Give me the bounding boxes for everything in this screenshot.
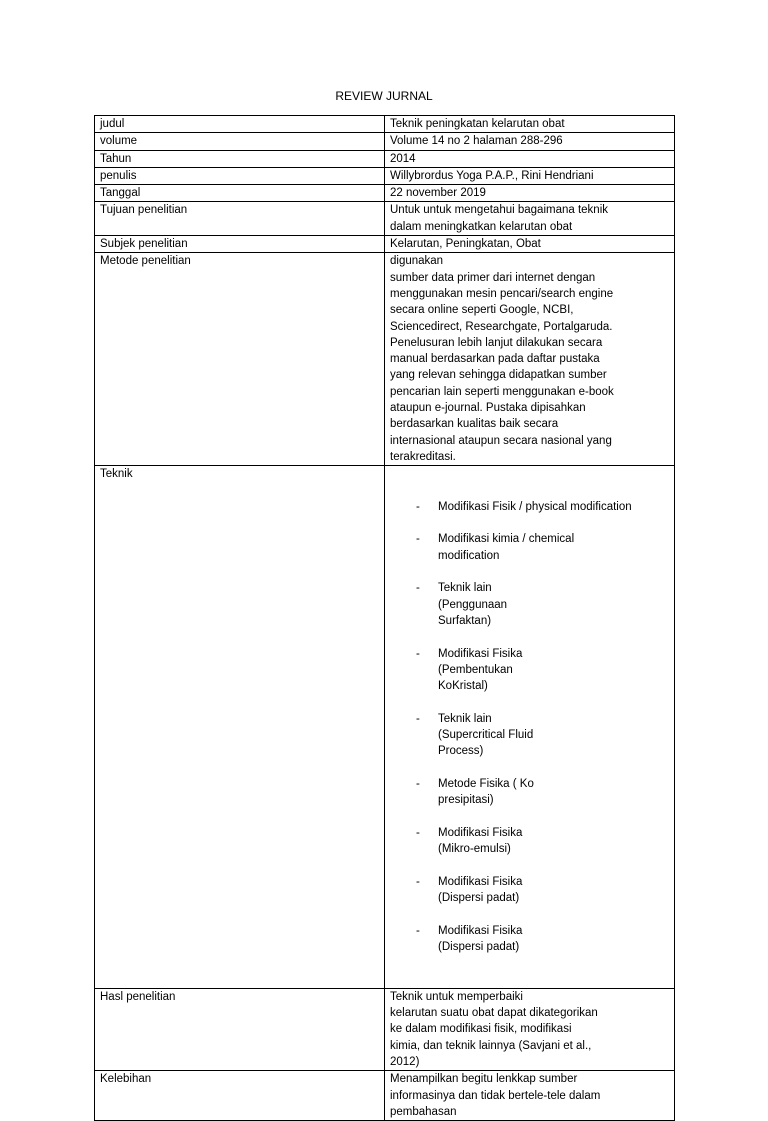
list-item xyxy=(390,646,670,695)
table-row-hasil xyxy=(95,988,675,1070)
review-table xyxy=(94,115,675,1121)
list-dash: - xyxy=(416,533,420,546)
list-item-text: Modifikasi Fisika (Dispersi padat) xyxy=(438,875,523,904)
table-row-tanggal xyxy=(95,185,675,202)
row-value-penulis: Willybrordus Yoga P.A.P., Rini Hendriani xyxy=(385,167,675,184)
table-row-tujuan xyxy=(95,202,675,236)
list-item xyxy=(390,923,670,956)
table-row-tahun xyxy=(95,150,675,167)
table-row-kelebihan xyxy=(95,1071,675,1121)
row-label-teknik: Teknik xyxy=(95,466,385,989)
list-dash: - xyxy=(416,924,420,937)
list-item-text: Modifikasi Fisika (Dispersi padat) xyxy=(438,924,523,953)
list-item-text: Teknik lain (Penggunaan Surfaktan) xyxy=(438,582,508,627)
table-row-penulis xyxy=(95,167,675,184)
row-value-hasil: Teknik untuk memperbaiki kelarutan suatu obat dapat dikategorikan ke dalam modifikasi fisik, modifikasi kimia, dan teknik lainnya (Savjani et al., 2012) xyxy=(385,988,675,1070)
row-value-judul: Teknik peningkatan kelarutan obat xyxy=(385,116,675,133)
list-item-text: Modifikasi kimia / chemical modification xyxy=(438,533,575,562)
row-value-tujuan: Untuk untuk mengetahui bagaimana teknik dalam meningkatkan kelarutan obat xyxy=(385,202,675,236)
list-item-text: Modifikasi Fisika (Pembentukan KoKristal) xyxy=(438,647,523,693)
list-item-text: Modifikasi Fisika (Mikro-emulsi) xyxy=(438,826,523,856)
row-label-metode: Metode penelitian xyxy=(95,253,385,466)
row-label-tanggal: Tanggal xyxy=(95,185,385,202)
list-item xyxy=(390,776,670,809)
list-dash: - xyxy=(416,826,420,839)
list-item xyxy=(390,580,670,629)
table-row-metode xyxy=(95,253,675,466)
table-row-volume xyxy=(95,133,675,150)
list-item-text: Teknik lain (Supercritical Fluid Process) xyxy=(438,712,534,758)
list-dash: - xyxy=(416,875,420,888)
row-label-penulis: penulis xyxy=(95,167,385,184)
row-value-volume: Volume 14 no 2 halaman 288-296 xyxy=(385,133,675,150)
list-item-text: Metode Fisika ( Ko presipitasi) xyxy=(438,777,534,807)
row-label-volume: volume xyxy=(95,133,385,150)
list-item-text: Modifikasi Fisik / physical modification xyxy=(438,500,632,513)
table-row-teknik xyxy=(95,466,675,989)
list-dash: - xyxy=(416,647,420,660)
list-item xyxy=(390,711,670,760)
row-label-judul: judul xyxy=(95,116,385,133)
row-value-subjek: Kelarutan, Peningkatan, Obat xyxy=(385,236,675,253)
technique-list xyxy=(390,483,670,972)
table-row-judul xyxy=(95,116,675,133)
list-item xyxy=(390,499,670,515)
row-label-hasil: Hasl penelitian xyxy=(95,988,385,1070)
table-row-subjek xyxy=(95,236,675,253)
list-dash: - xyxy=(416,712,420,725)
list-item xyxy=(390,531,670,564)
row-label-tujuan: Tujuan penelitian xyxy=(95,202,385,236)
row-label-kelebihan: Kelebihan xyxy=(95,1071,385,1121)
list-dash: - xyxy=(416,500,420,513)
row-value-kelebihan: Menampilkan begitu lenkkap sumber informasinya dan tidak bertele-tele dalam pembahasan xyxy=(385,1071,675,1121)
row-value-tanggal: 22 november 2019 xyxy=(385,185,675,202)
row-label-subjek: Subjek penelitian xyxy=(95,236,385,253)
row-value-metode: digunakan sumber data primer dari internet dengan menggunakan mesin pencari/search engine secara online seperti Google, NCBI, Sciencedirect, Researchgate, Portalgaruda. Penelusuran lebih lanjut dilakukan secara manual berdasarkan pada daftar pustaka yang relevan sehingga didapatkan sumber pencarian lain seperti menggunakan e-book ataupun e-journal. Pustaka dipisahkan berdasarkan kualitas baik secara internasional ataupun secara nasional yang terakreditasi. xyxy=(385,253,675,466)
list-item xyxy=(390,825,670,858)
list-dash: - xyxy=(416,777,420,790)
list-dash: - xyxy=(416,582,420,595)
page-title: REVIEW JURNAL xyxy=(335,89,433,103)
row-label-tahun: Tahun xyxy=(95,150,385,167)
row-value-teknik xyxy=(385,466,675,989)
row-value-tahun: 2014 xyxy=(385,150,675,167)
list-item xyxy=(390,874,670,907)
